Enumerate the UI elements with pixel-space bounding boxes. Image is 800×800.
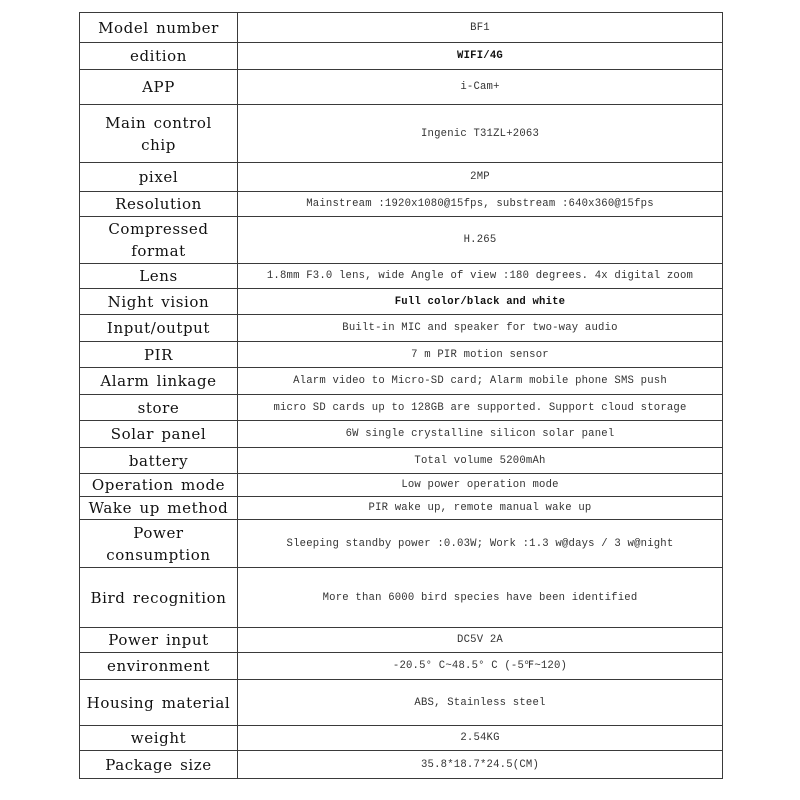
spec-label-housing-material: Housing material xyxy=(80,680,238,726)
spec-value-input-output: Built-in MIC and speaker for two-way audio xyxy=(238,315,723,342)
spec-row-solar-panel xyxy=(80,421,723,448)
spec-row-pixel xyxy=(80,163,723,192)
spec-row-night-vision xyxy=(80,289,723,315)
spec-label-alarm-linkage: Alarm linkage xyxy=(80,368,238,395)
spec-label-main-control-chip: Main control chip xyxy=(80,105,238,163)
spec-value-bird-recognition: More than 6000 bird species have been identified xyxy=(238,568,723,628)
spec-label-store: store xyxy=(80,395,238,421)
spec-value-environment: -20.5° C~48.5° C (-5℉~120) xyxy=(238,653,723,680)
spec-row-housing-material xyxy=(80,680,723,726)
spec-label-environment: environment xyxy=(80,653,238,680)
spec-label-model-number: Model number xyxy=(80,13,238,43)
spec-value-operation-mode: Low power operation mode xyxy=(238,474,723,497)
spec-value-compressed-format: H.265 xyxy=(238,217,723,264)
spec-label-weight: weight xyxy=(80,726,238,751)
spec-label-compressed-format: Compressed format xyxy=(80,217,238,264)
spec-row-power-consumption xyxy=(80,520,723,568)
spec-row-input-output xyxy=(80,315,723,342)
spec-value-pir: 7 m PIR motion sensor xyxy=(238,342,723,368)
spec-row-main-control-chip xyxy=(80,105,723,163)
spec-value-resolution: Mainstream :1920x1080@15fps, substream :640x360@15fps xyxy=(238,192,723,217)
spec-value-weight: 2.54KG xyxy=(238,726,723,751)
spec-value-wake-up-method: PIR wake up, remote manual wake up xyxy=(238,497,723,520)
spec-value-power-consumption: Sleeping standby power :0.03W; Work :1.3 w@days / 3 w@night xyxy=(238,520,723,568)
spec-row-resolution xyxy=(80,192,723,217)
spec-value-alarm-linkage: Alarm video to Micro-SD card; Alarm mobile phone SMS push xyxy=(238,368,723,395)
spec-value-power-input: DC5V 2A xyxy=(238,628,723,653)
spec-value-model-number: BF1 xyxy=(238,13,723,43)
spec-value-housing-material: ABS, Stainless steel xyxy=(238,680,723,726)
spec-row-compressed-format xyxy=(80,217,723,264)
spec-row-battery xyxy=(80,448,723,474)
spec-row-store xyxy=(80,395,723,421)
spec-label-input-output: Input/output xyxy=(80,315,238,342)
spec-value-solar-panel: 6W single crystalline silicon solar panel xyxy=(238,421,723,448)
spec-label-bird-recognition: Bird recognition xyxy=(80,568,238,628)
spec-value-main-control-chip: Ingenic T31ZL+2063 xyxy=(238,105,723,163)
spec-label-battery: battery xyxy=(80,448,238,474)
spec-label-operation-mode: Operation mode xyxy=(80,474,238,497)
spec-label-package-size: Package size xyxy=(80,751,238,779)
spec-row-alarm-linkage xyxy=(80,368,723,395)
spec-row-model-number xyxy=(80,13,723,43)
spec-label-pixel: pixel xyxy=(80,163,238,192)
spec-row-pir xyxy=(80,342,723,368)
spec-label-night-vision: Night vision xyxy=(80,289,238,315)
spec-value-night-vision: Full color/black and white xyxy=(238,289,723,315)
spec-label-pir: PIR xyxy=(80,342,238,368)
spec-value-lens: 1.8mm F3.0 lens, wide Angle of view :180 degrees. 4x digital zoom xyxy=(238,264,723,289)
spec-value-battery: Total volume 5200mAh xyxy=(238,448,723,474)
spec-label-lens: Lens xyxy=(80,264,238,289)
spec-table xyxy=(79,12,723,779)
spec-row-weight xyxy=(80,726,723,751)
spec-label-edition: edition xyxy=(80,43,238,70)
spec-label-solar-panel: Solar panel xyxy=(80,421,238,448)
spec-label-wake-up-method: Wake up method xyxy=(80,497,238,520)
spec-value-store: micro SD cards up to 128GB are supported. Support cloud storage xyxy=(238,395,723,421)
spec-row-lens xyxy=(80,264,723,289)
spec-label-app: APP xyxy=(80,70,238,105)
spec-row-wake-up-method xyxy=(80,497,723,520)
spec-value-edition: WIFI/4G xyxy=(238,43,723,70)
spec-row-app xyxy=(80,70,723,105)
spec-row-power-input xyxy=(80,628,723,653)
spec-row-edition xyxy=(80,43,723,70)
spec-value-app: i-Cam+ xyxy=(238,70,723,105)
spec-label-power-consumption: Power consumption xyxy=(80,520,238,568)
spec-row-environment xyxy=(80,653,723,680)
spec-row-operation-mode xyxy=(80,474,723,497)
spec-value-package-size: 35.8*18.7*24.5(CM) xyxy=(238,751,723,779)
spec-row-bird-recognition xyxy=(80,568,723,628)
spec-label-resolution: Resolution xyxy=(80,192,238,217)
spec-row-package-size xyxy=(80,751,723,779)
spec-value-pixel: 2MP xyxy=(238,163,723,192)
spec-label-power-input: Power input xyxy=(80,628,238,653)
